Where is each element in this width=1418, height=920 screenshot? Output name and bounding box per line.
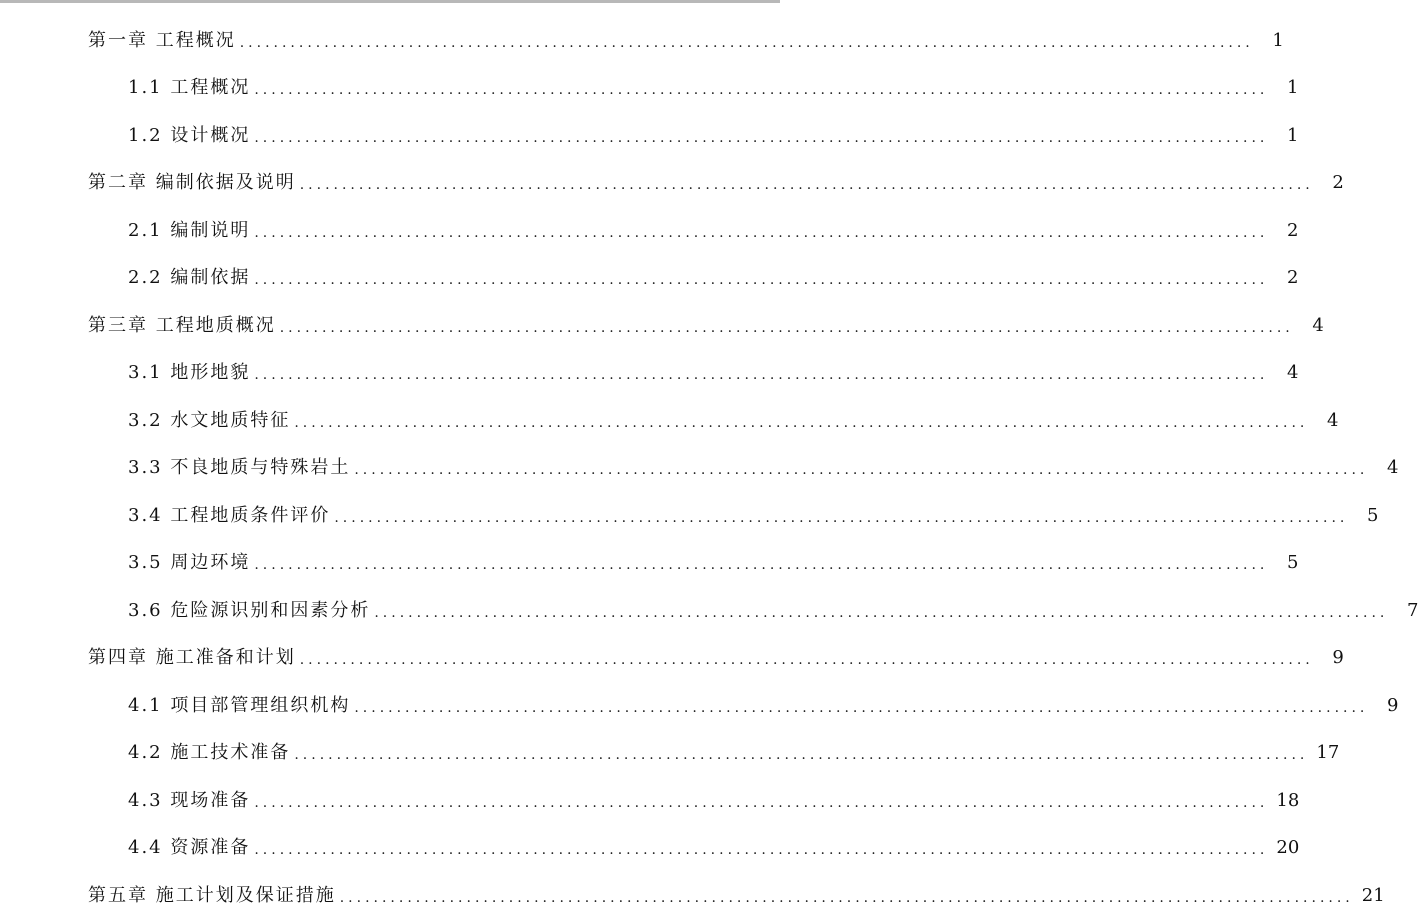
toc-entry-title: 第四章 施工准备和计划 [88,647,296,669]
toc-section-entry[interactable] [0,777,1300,825]
toc-section-entry[interactable] [0,825,1300,873]
toc-chapter-entry[interactable] [0,872,1385,920]
toc-page-number: 4 [1386,457,1399,479]
toc-page-number: 1 [1286,77,1299,99]
toc-page-number: 5 [1366,504,1379,526]
toc-chapter-entry[interactable] [0,160,1344,208]
toc-page-number: 2 [1332,172,1344,194]
toc-dot-leader: ........................................................................................................................ [254,224,1269,241]
toc-page-number: 21 [1361,884,1385,906]
toc-section-entry[interactable] [0,682,1399,730]
toc-entry-title: 4.2 施工技术准备 [128,742,291,764]
toc-page-number: 1 [1286,124,1299,146]
toc-entry-title: 3.5 周边环境 [128,552,251,574]
toc-dot-leader: ........................................................................................................................ [254,557,1269,574]
table-of-contents [0,17,1418,920]
toc-dot-leader: ........................................................................................................................ [299,652,1314,669]
toc-page-number: 4 [1326,409,1339,431]
toc-entry-title: 第二章 编制依据及说明 [88,172,296,194]
toc-dot-leader: ........................................................................................................................ [279,319,1294,336]
toc-entry-title: 第五章 施工计划及保证措施 [88,884,336,906]
toc-page-number: 1 [1272,29,1284,51]
toc-dot-leader: ........................................................................................................................ [354,462,1369,479]
toc-dot-leader: ........................................................................................................................ [339,889,1354,906]
toc-dot-leader: ........................................................................................................................ [254,842,1269,859]
toc-dot-leader: ........................................................................................................................ [254,129,1269,146]
toc-entry-title: 3.6 危险源识别和因素分析 [128,599,371,621]
toc-dot-leader: ........................................................................................................................ [254,794,1269,811]
toc-chapter-entry[interactable] [0,17,1284,65]
toc-entry-title: 4.4 资源准备 [128,837,251,859]
toc-entry-title: 3.3 不良地质与特殊岩土 [128,457,351,479]
page-top-border [0,0,780,3]
toc-dot-leader: ........................................................................................................................ [239,34,1254,51]
toc-dot-leader: ........................................................................................................................ [334,509,1349,526]
toc-chapter-entry[interactable] [0,302,1324,350]
toc-page-number: 2 [1286,267,1299,289]
toc-section-entry[interactable] [0,112,1299,160]
toc-page-number: 9 [1332,647,1344,669]
toc-section-entry[interactable] [0,445,1399,493]
toc-dot-leader: ........................................................................................................................ [294,747,1309,764]
toc-section-entry[interactable] [0,397,1339,445]
toc-page-number: 2 [1286,219,1299,241]
toc-section-entry[interactable] [0,350,1299,398]
toc-dot-leader: ........................................................................................................................ [254,272,1269,289]
toc-dot-leader: ........................................................................................................................ [354,699,1369,716]
toc-dot-leader: ........................................................................................................................ [254,367,1269,384]
toc-chapter-entry[interactable] [0,635,1344,683]
toc-section-entry[interactable] [0,540,1299,588]
toc-entry-title: 1.2 设计概况 [128,124,251,146]
toc-dot-leader: ........................................................................................................................ [374,604,1389,621]
toc-entry-title: 4.1 项目部管理组织机构 [128,694,351,716]
toc-entry-title: 第三章 工程地质概况 [88,314,276,336]
toc-page-number: 17 [1316,742,1340,764]
toc-page-number: 5 [1286,552,1299,574]
toc-entry-title: 4.3 现场准备 [128,789,251,811]
toc-page-number: 20 [1276,837,1300,859]
toc-page-number: 4 [1312,314,1324,336]
toc-section-entry[interactable] [0,492,1379,540]
toc-page-number: 4 [1286,362,1299,384]
toc-page-number: 7 [1406,599,1418,621]
toc-section-entry[interactable] [0,730,1340,778]
toc-entry-title: 1.1 工程概况 [128,77,251,99]
toc-entry-title: 3.4 工程地质条件评价 [128,504,331,526]
toc-section-entry[interactable] [0,207,1299,255]
toc-dot-leader: ........................................................................................................................ [299,177,1314,194]
toc-section-entry[interactable] [0,255,1299,303]
toc-section-entry[interactable] [0,65,1299,113]
toc-dot-leader: ........................................................................................................................ [294,414,1309,431]
toc-entry-title: 3.2 水文地质特征 [128,409,291,431]
toc-dot-leader: ........................................................................................................................ [254,82,1269,99]
toc-entry-title: 第一章 工程概况 [88,29,236,51]
toc-entry-title: 2.2 编制依据 [128,267,251,289]
toc-page-number: 18 [1276,789,1300,811]
toc-entry-title: 2.1 编制说明 [128,219,251,241]
toc-entry-title: 3.1 地形地貌 [128,362,251,384]
toc-section-entry[interactable] [0,587,1418,635]
toc-page-number: 9 [1386,694,1399,716]
